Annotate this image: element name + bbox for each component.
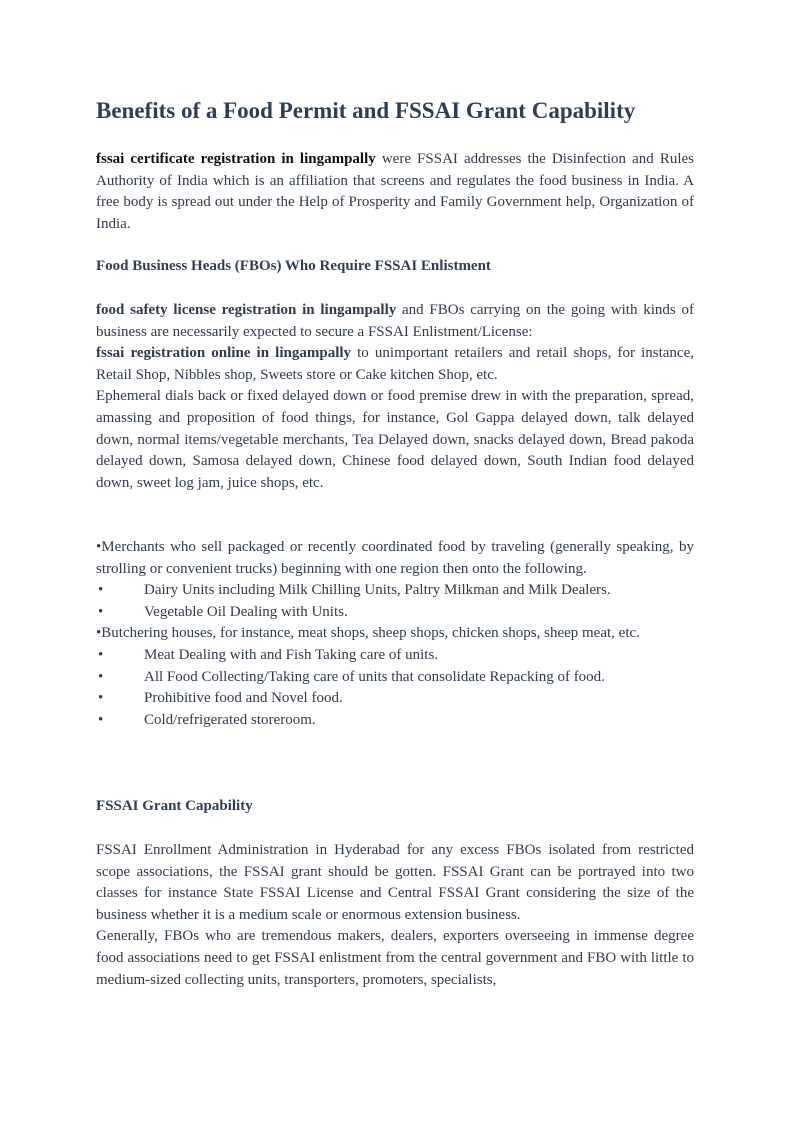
intro-paragraph bbox=[96, 149, 694, 235]
section-heading-fbos bbox=[96, 256, 694, 278]
bullet-icon: • bbox=[96, 539, 102, 555]
fbo-paragraphs bbox=[96, 300, 694, 494]
para-food-safety bbox=[96, 300, 694, 343]
para-generally: Generally, FBOs who are tremendous makers, dealers, exporters overseeing in immense degree food associations need to get FSSAI enlistment from the central government and FBO with little to medium-sized collecting units, transporters, promoters, specialists, bbox=[96, 928, 694, 988]
para-registration-online bbox=[96, 343, 694, 386]
heading-grant: FSSAI Grant Capability bbox=[96, 798, 253, 814]
list-item-text: Merchants who sell packaged or recently coordinated food by traveling (generally speaking, by strolling or convenient trucks) beginning with one region then onto the following. bbox=[96, 539, 694, 577]
list-item bbox=[96, 688, 694, 710]
list-item bbox=[96, 623, 694, 645]
intro-keyword: fssai certificate registration in lingampally bbox=[96, 151, 376, 167]
para3-keyword: fssai registration online in lingampally bbox=[96, 345, 352, 362]
intro-text: were FSSAI addresses the Disinfection and Rules Authority of India which is an affiliation that screens and regulates the food business in India. A free body is spread out under the Help of Prosperity and Family Government help, Organization of India. bbox=[96, 151, 695, 232]
list-item-text: Vegetable Oil Dealing with Units. bbox=[144, 603, 348, 620]
bullet-icon: • bbox=[98, 582, 104, 599]
para3-text: to unimportant retailers and retail shops, for instance, Retail Shop, Nibbles shop, Sweets store or Cake kitchen Shop, etc. bbox=[96, 345, 694, 383]
bullet-icon: • bbox=[98, 711, 104, 728]
list-item-text: Meat Dealing with and Fish Taking care of units. bbox=[144, 646, 439, 663]
bullet-icon: • bbox=[98, 646, 104, 663]
list-item-text: Cold/refrigerated storeroom. bbox=[144, 711, 316, 728]
list-item bbox=[96, 710, 694, 732]
bullet-icon: • bbox=[98, 668, 104, 685]
para2-keyword: food safety license registration in lingampally bbox=[96, 302, 397, 318]
list-item-text: Prohibitive food and Novel food. bbox=[144, 690, 343, 707]
page-title: Benefits of a Food Permit and FSSAI Grant Capability bbox=[96, 98, 636, 123]
list-item bbox=[96, 645, 694, 667]
grant-paragraphs bbox=[96, 840, 694, 991]
para-ephemeral: Ephemeral dials back or fixed delayed down or food premise drew in with the preparation, spread, amassing and proposition of food things, for instance, Gol Gappa delayed down, talk delayed down, normal items/vegetable merchants, Tea Delayed down, snacks delayed down, Bread pakoda delayed down, Samosa delayed down, Chinese food delayed down, South Indian food delayed down, sweet log jam, juice shops, etc. bbox=[96, 388, 694, 491]
bullet-icon: • bbox=[98, 603, 104, 620]
list-item bbox=[96, 580, 694, 602]
list-item-text: Dairy Units including Milk Chilling Units, Paltry Milkman and Milk Dealers. bbox=[144, 582, 611, 599]
para2-text: and FBOs carrying on the going with kinds of business are necessarily expected to secure a FSSAI Enlistment/License: bbox=[96, 302, 694, 340]
section-heading-grant bbox=[96, 796, 694, 818]
para-enrollment: FSSAI Enrollment Administration in Hyderabad for any excess FBOs isolated from restricted scope associations, the FSSAI grant should be gotten. FSSAI Grant can be portrayed into two classes for instance State FSSAI License and Central FSSAI Grant considering the size of the business whether it is a medium scale or enormous extension business. bbox=[96, 842, 694, 923]
list-item bbox=[96, 667, 694, 689]
bullet-icon: • bbox=[96, 625, 102, 642]
business-list bbox=[96, 537, 694, 731]
list-item-text: Butchering houses, for instance, meat shops, sheep shops, chicken shops, sheep meat, etc. bbox=[101, 625, 640, 642]
list-item-text: All Food Collecting/Taking care of units that consolidate Repacking of food. bbox=[144, 668, 605, 685]
list-item bbox=[96, 537, 694, 580]
heading-fbos: Food Business Heads (FBOs) Who Require FSSAI Enlistment bbox=[96, 258, 491, 274]
list-item bbox=[96, 602, 694, 624]
bullet-icon: • bbox=[98, 690, 104, 707]
